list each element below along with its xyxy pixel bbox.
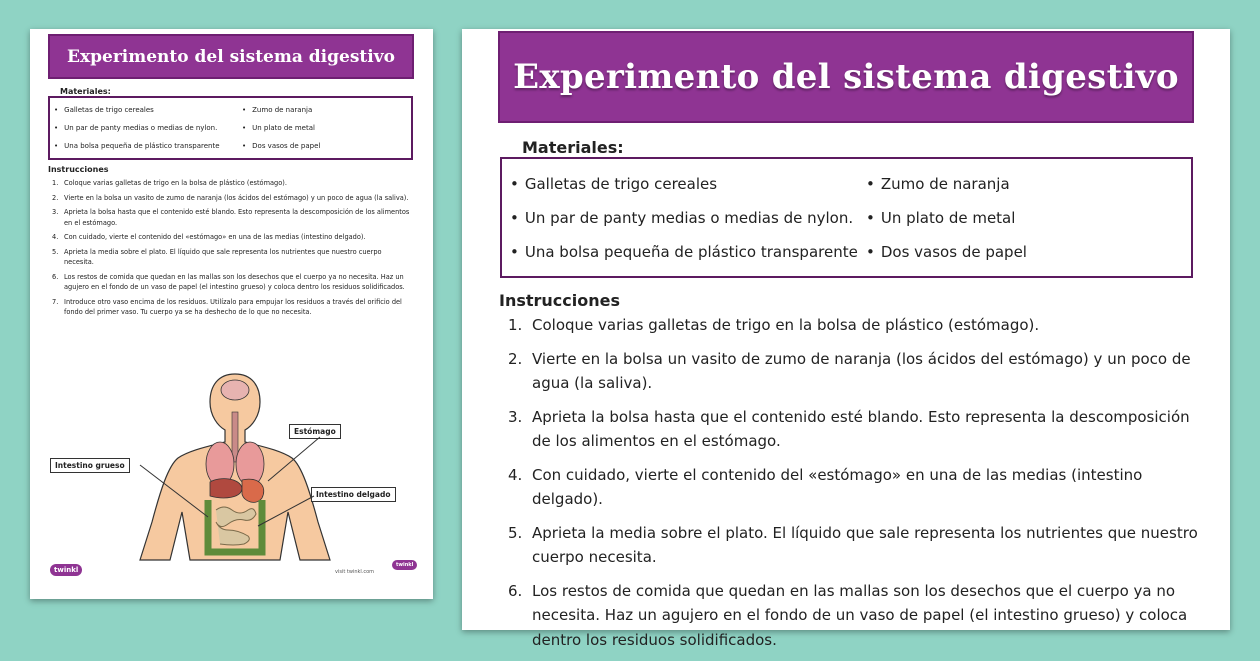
callout-leader-lines <box>30 29 433 599</box>
thumbnail-page <box>30 29 433 599</box>
page-title-banner: Experimento del sistema digestivo <box>498 31 1194 123</box>
label-large-intestine: Intestino grueso <box>50 458 130 473</box>
list-item: 6. Los restos de comida que quedan en las mallas son los desechos que el cuerpo ya no necesita. Haz un agujero en el fondo de un vaso de papel (el intestino grueso) y coloca dentro los residuos solidificados. <box>52 272 405 291</box>
label-small-intestine: Intestino delgado <box>311 487 396 502</box>
thumbnail-instructions-title: Instrucciones <box>48 165 109 174</box>
list-item: 4. Con cuidado, vierte el contenido del «estómago» en una de las medias (intestino delgado). <box>508 465 1143 508</box>
footer-url: visit twinkl.com <box>335 569 375 575</box>
main-page <box>462 29 1230 649</box>
list-item: • Una bolsa pequeña de plástico transparente <box>510 243 858 261</box>
list-item: • Galletas de trigo cereales <box>510 175 718 193</box>
list-item: • Zumo de naranja <box>866 175 1010 193</box>
materials-box <box>500 157 1193 278</box>
materials-label: Materiales: <box>522 138 624 157</box>
thumbnail-materials-label: Materiales: <box>60 87 111 96</box>
materials-col-left <box>510 167 858 269</box>
list-item: • Un plato de metal <box>242 124 315 132</box>
list-item: 2. Vierte en la bolsa un vasito de zumo de naranja (los ácidos del estómago) y un poco de agua (la saliva). <box>508 349 1191 392</box>
list-item: 7. Introduce otro vaso encima de los residuos. Utilízalo para empujar los residuos a través del orificio del fondo del primer vaso. Tu cuerpo ya se ha deshecho de lo que no necesita. <box>52 297 402 316</box>
list-item: 5. Aprieta la media sobre el plato. El líquido que sale representa los nutrientes que nuestro cuerpo necesita. <box>508 523 1198 566</box>
label-stomach: Estómago <box>289 424 341 439</box>
list-item: • Un plato de metal <box>866 209 1016 227</box>
list-item: 4. Con cuidado, vierte el contenido del «estómago» en una de las medias (intestino delgado). <box>52 233 366 241</box>
thumbnail-title-banner: Experimento del sistema digestivo <box>48 34 414 79</box>
instructions-title: Instrucciones <box>499 291 621 310</box>
materials-col-right <box>866 167 1027 269</box>
list-item: • Zumo de naranja <box>242 106 313 114</box>
twinkl-logo: twinkl <box>50 564 82 576</box>
list-item: • Dos vasos de papel <box>242 142 321 150</box>
list-item: 1. Coloque varias galletas de trigo en la bolsa de plástico (estómago). <box>52 179 287 187</box>
list-item: 5. Aprieta la media sobre el plato. El líquido que sale representa los nutrientes que nuestro cuerpo necesita. <box>52 247 382 266</box>
list-item: • Galletas de trigo cereales <box>54 106 154 114</box>
list-item: 2. Vierte en la bolsa un vasito de zumo de naranja (los ácidos del estómago) y un poco de agua (la saliva). <box>52 193 409 202</box>
twinkl-badge: twinkl <box>392 560 417 570</box>
list-item: • Dos vasos de papel <box>866 243 1027 261</box>
list-item: 1. Coloque varias galletas de trigo en la bolsa de plástico (estómago). <box>508 316 1040 334</box>
list-item: • Una bolsa pequeña de plástico transparente <box>54 142 220 150</box>
list-item: • Un par de panty medias o medias de nylon. <box>54 124 218 132</box>
list-item: • Un par de panty medias o medias de nylon. <box>510 209 854 227</box>
list-item: 3. Aprieta la bolsa hasta que el contenido esté blando. Esto representa la descomposición de los alimentos en el estómago. <box>52 208 410 227</box>
list-item: 3. Aprieta la bolsa hasta que el contenido esté blando. Esto representa la descomposición de los alimentos en el estómago. <box>508 407 1190 450</box>
list-item: 6. Los restos de comida que quedan en las mallas son los desechos que el cuerpo ya no necesita. Haz un agujero en el fondo de un vaso de papel (el intestino grueso) y coloca dentro los residuos solidificados. <box>508 581 1188 649</box>
steps-list <box>508 313 1198 661</box>
